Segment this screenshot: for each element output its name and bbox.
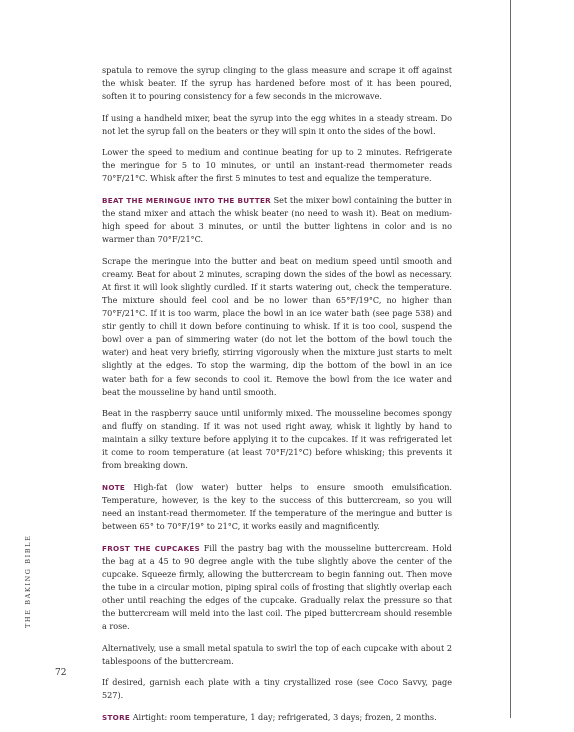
paragraph bbox=[102, 64, 452, 103]
body-text bbox=[102, 64, 452, 732]
paragraph bbox=[102, 255, 452, 399]
paragraph-text: Fill the pastry bag with the mousseline buttercream. Hold the bag at a 45 to 90 degree angle with the tube slightly above the center of the cupcake. Squeeze firmly, allowing the buttercream to begin fanning out. Then move the tube in a circular motion, piping spiral coils of frosting that slightly overlap each other until reaching the edges of the cupcake. Gradually relax the pressure so that the buttercream will meld into the last coil. The piped buttercream should resemble a rose. bbox=[102, 542, 452, 632]
paragraph bbox=[102, 642, 452, 668]
paragraph-heading: FROST THE CUPCAKES bbox=[102, 543, 201, 553]
paragraph-text: Airtight: room temperature, 1 day; refrigerated, 3 days; frozen, 2 months. bbox=[130, 711, 437, 722]
paragraph bbox=[102, 711, 452, 724]
paragraph bbox=[102, 146, 452, 185]
paragraph-text: Lower the speed to medium and continue beating for up to 2 minutes. Refrigerate the meringue for 5 to 10 minutes, or until an instant-read thermometer reads 70°F/21°C. Whisk after the first 5 minutes to test and equalize the temperature. bbox=[102, 147, 452, 184]
paragraph bbox=[102, 112, 452, 138]
paragraph-text: spatula to remove the syrup clinging to the glass measure and scrape it off against the whisk beater. If the syrup has hardened before most of it has been poured, soften it to pouring consistency for a few seconds in the microwave. bbox=[102, 65, 452, 102]
paragraph-text: Scrape the meringue into the butter and beat on medium speed until smooth and creamy. Beat for about 2 minutes, scraping down the sides of the bowl as necessary. At first it will look slightly curdled. If it starts watering out, check the temperature. The mixture should feel cool and be no lower than 65°F/19°C, no higher than 70°F/21°C. If it is too warm, place the bowl in an ice water bath (see page 538) and stir gently to chill it down before continuing to whisk. If it is too cool, suspend the bowl over a pan of simmering water (do not let the bottom of the bowl touch the water) and heat very briefly, stirring vigorously when the mixture just starts to melt slightly at the edges. To stop the warming, dip the bottom of the bowl in an ice water bath for a few seconds to cool it. Remove the bowl from the ice water and beat the mousseline by hand until smooth. bbox=[102, 255, 452, 397]
paragraph bbox=[102, 676, 452, 702]
paragraph-heading: NOTE bbox=[102, 482, 126, 492]
page-edge-rule bbox=[510, 0, 511, 718]
paragraph-text: If desired, garnish each plate with a tiny crystallized rose (see Coco Savvy, page 527). bbox=[102, 677, 452, 701]
paragraph bbox=[102, 481, 452, 533]
paragraph bbox=[102, 542, 452, 634]
paragraph-heading: BEAT THE MERINGUE INTO THE BUTTER bbox=[102, 195, 271, 205]
paragraph-text: Beat in the raspberry sauce until uniformly mixed. The mousseline becomes spongy and fluffy on standing. If it was not used right away, whisk it lightly by hand to maintain a silky texture before applying it to the cupcakes. If it was refrigerated let it come to room temperature (at least 70°F/21°C) before whisking; this prevents it from breaking down. bbox=[102, 408, 452, 471]
paragraph-text: Set the mixer bowl containing the butter in the stand mixer and attach the whisk beater (no need to wash it). Beat on medium-high speed for about 3 minutes, or until the butter lightens in color and is no warmer than 70°F/21°C. bbox=[102, 194, 452, 245]
paragraph-text: Alternatively, use a small metal spatula to swirl the top of each cupcake with about 2 tablespoons of the buttercream. bbox=[102, 642, 452, 666]
paragraph bbox=[102, 407, 452, 472]
paragraph-heading: STORE bbox=[102, 712, 131, 722]
page-number: 72 bbox=[55, 668, 67, 678]
paragraph-text: If using a handheld mixer, beat the syrup into the egg whites in a steady stream. Do not let the syrup fall on the beaters or they will spin it onto the sides of the bowl. bbox=[102, 112, 452, 136]
paragraph bbox=[102, 194, 452, 246]
paragraph-text: High-fat (low water) butter helps to ensure smooth emulsification. Temperature, however, is the key to the success of this buttercream, so you will need an instant-read thermometer. If the temperature of the meringue and butter is between 65° to 70°F/19° to 21°C, it works easily and magnificently. bbox=[102, 481, 452, 532]
running-head: THE BAKING BIBLE bbox=[24, 534, 32, 628]
